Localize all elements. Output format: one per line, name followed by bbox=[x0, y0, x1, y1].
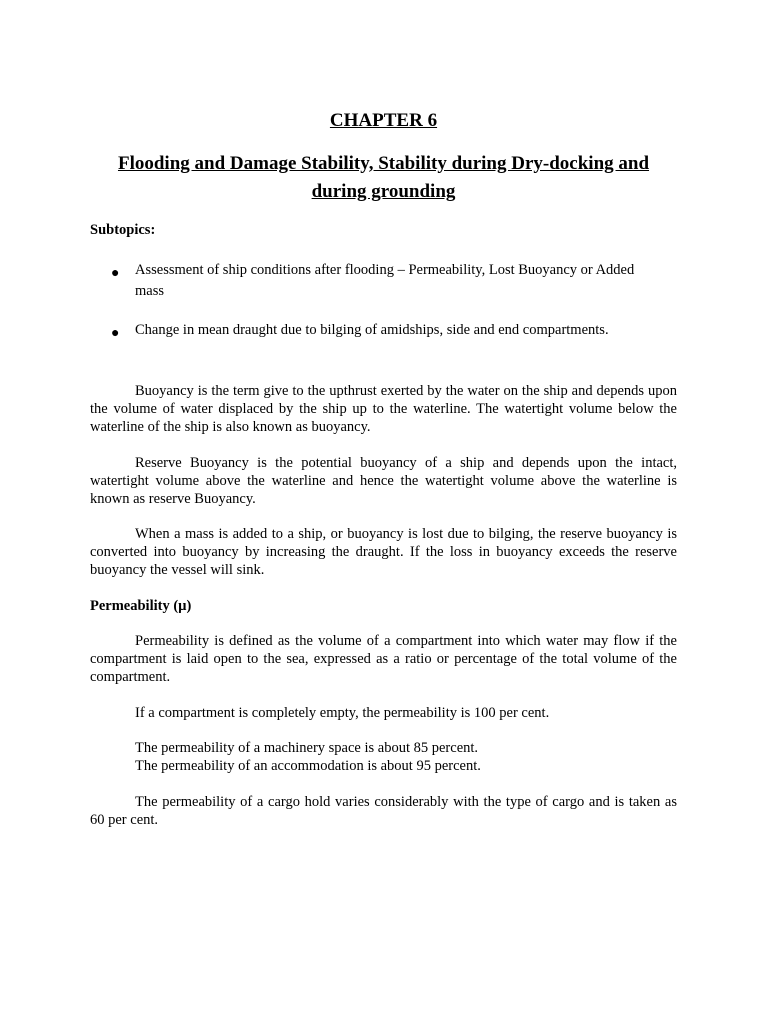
document-page bbox=[90, 0, 677, 1024]
chapter-title: Flooding and Damage Stability, Stability during Dry-docking and during grounding bbox=[117, 153, 650, 202]
permeability-definition-paragraph: Permeability is defined as the volume of a compartment into which water may flow if the compartment is laid open to the sea, expressed as a ratio or percentage of the total volume of the compartment. bbox=[90, 633, 677, 685]
accommodation-line: The permeability of an accommodation is about 95 percent. bbox=[135, 758, 481, 774]
empty-compartment-line: If a compartment is completely empty, the permeability is 100 per cent. bbox=[135, 705, 550, 721]
chapter-number-heading: CHAPTER 6 bbox=[329, 110, 438, 131]
cargo-hold-paragraph: The permeability of a cargo hold varies considerably with the type of cargo and is taken as 60 per cent. bbox=[90, 794, 677, 828]
subtopic-text: Assessment of ship conditions after flooding – Permeability, Lost Buoyancy or Added mass bbox=[135, 262, 635, 299]
permeability-heading: Permeability (µ) bbox=[90, 598, 192, 614]
subtopic-text: Change in mean draught due to bilging of amidships, side and end compartments. bbox=[135, 322, 609, 338]
machinery-space-line: The permeability of a machinery space is about 85 percent. bbox=[135, 740, 479, 756]
bullet-icon: ● bbox=[111, 266, 120, 281]
bullet-icon: ● bbox=[111, 326, 120, 341]
reserve-buoyancy-paragraph: Reserve Buoyancy is the potential buoyancy of a ship and depends upon the intact, watertight volume above the waterline and hence the watertight volume above the waterline is known as reserve Buoyancy. bbox=[90, 455, 677, 507]
subtopics-label: Subtopics: bbox=[90, 222, 156, 238]
buoyancy-paragraph: Buoyancy is the term give to the upthrust exerted by the water on the ship and depends upon the volume of water displaced by the ship up to the waterline. The watertight volume below the waterline of the ship is also known as buoyancy. bbox=[90, 383, 677, 435]
mass-added-paragraph: When a mass is added to a ship, or buoyancy is lost due to bilging, the reserve buoyancy is converted into buoyancy by increasing the draught. If the loss in buoyancy exceeds the reserve buoyancy the vessel will sink. bbox=[90, 526, 677, 578]
